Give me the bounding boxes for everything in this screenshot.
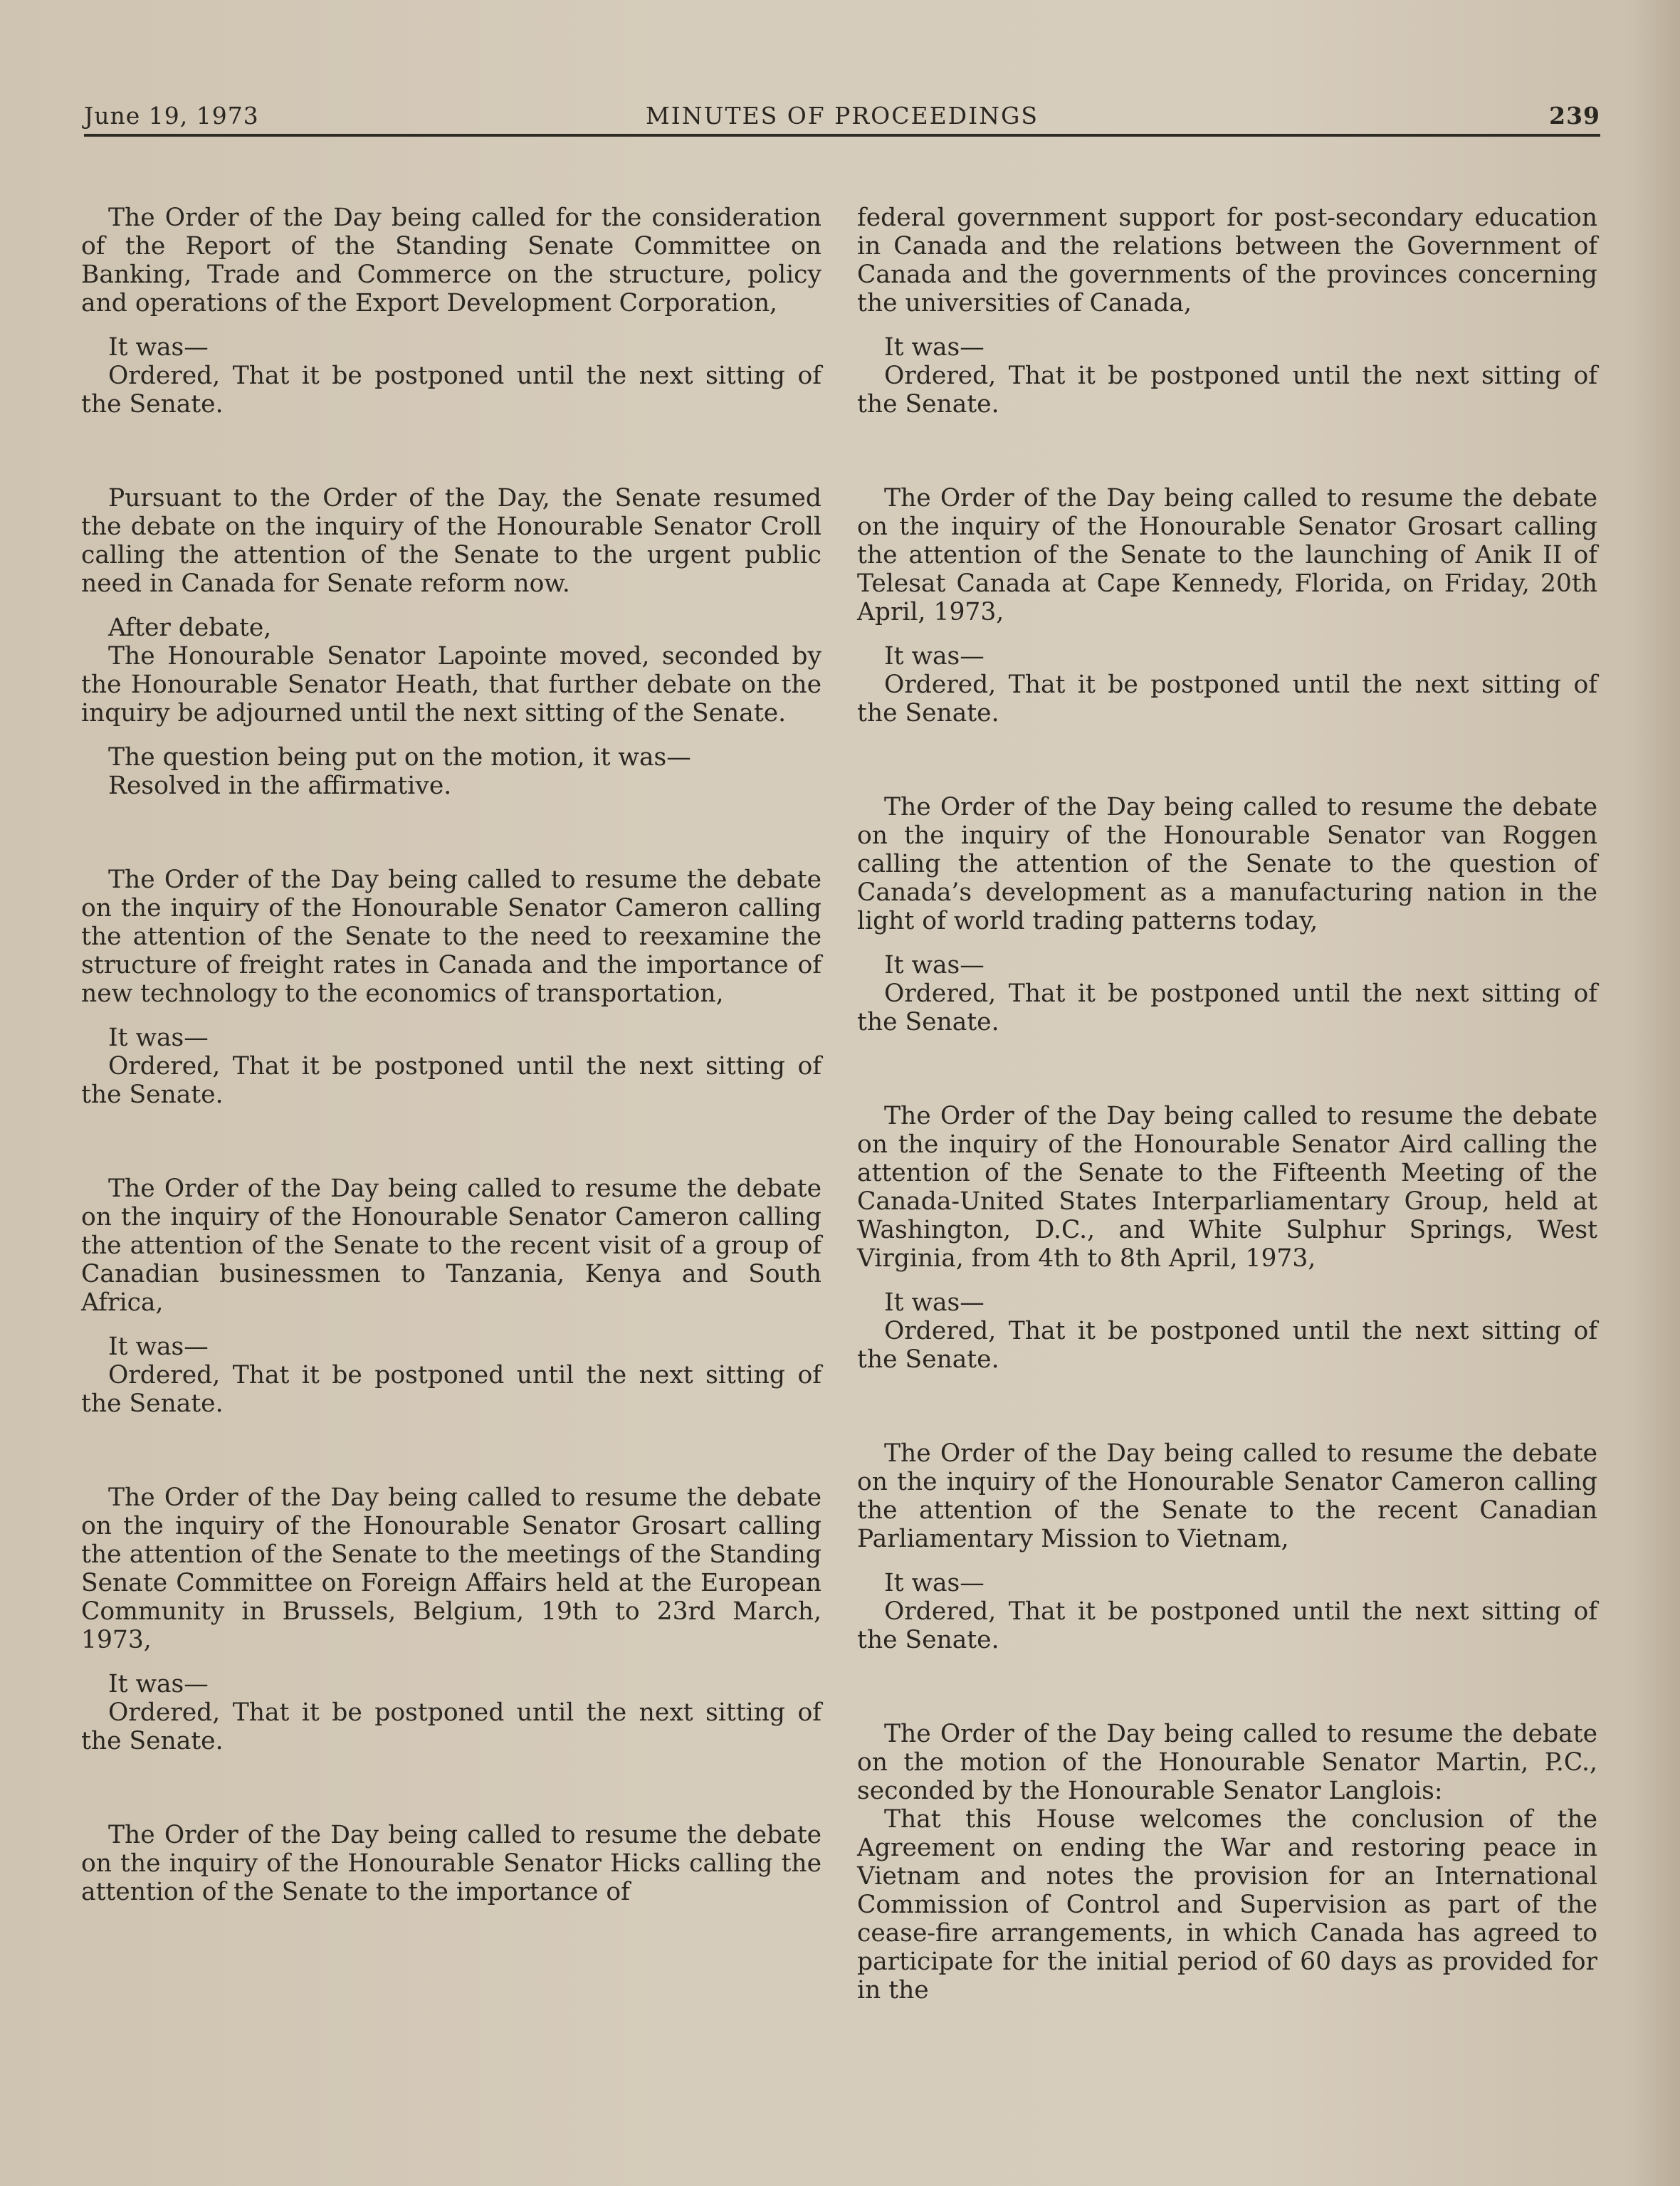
paragraph: Ordered, That it be postponed until the next sitting of the Senate.: [857, 979, 1597, 1036]
page-header: [84, 100, 1600, 137]
paragraph: It was—: [884, 642, 985, 671]
paragraph: Ordered, That it be postponed until the next sitting of the Senate.: [857, 1597, 1597, 1654]
paragraph: It was—: [884, 333, 985, 362]
paragraph: Ordered, That it be postponed until the next sitting of the Senate.: [81, 1698, 821, 1755]
paragraph: It was—: [108, 1333, 209, 1361]
paragraph: Resolved in the affirmative.: [108, 772, 452, 800]
paragraph: After debate,: [108, 614, 272, 642]
header-date: June 19, 1973: [84, 102, 259, 130]
paragraph: Ordered, That it be postponed until the next sitting of the Senate.: [857, 1317, 1597, 1374]
paragraph: That this House welcomes the conclusion of the Agreement on ending the War and restoring peace in Vietnam and notes the provision for an International Commission of Control and Supervision as part of the cease-fire arrangements, in which Canada has agreed to participate for the initial period of 60 days as provided for in the: [857, 1805, 1597, 2004]
paragraph: It was—: [884, 1288, 985, 1317]
paragraph: Pursuant to the Order of the Day, the Senate resumed the debate on the inquiry of the Honourable Senator Croll calling the attention of the Senate to the urgent public need in Canada for Senate reform now.: [81, 484, 821, 598]
paragraph: Ordered, That it be postponed until the next sitting of the Senate.: [81, 1052, 821, 1109]
page-number: 239: [1549, 102, 1600, 130]
paragraph: It was—: [884, 951, 985, 979]
paragraph: The Order of the Day being called to resume the debate on the inquiry of the Honourable Senator Grosart calling the attention of the Senate to the launching of Anik II of Telesat Canada at Cape Kennedy, Florida, on Friday, 20th April, 1973,: [857, 484, 1597, 626]
paragraph: Ordered, That it be postponed until the next sitting of the Senate.: [81, 1361, 821, 1418]
paragraph: federal government support for post-secondary education in Canada and the relations between the Government of Canada and the governments of the provinces concerning the universities of Canada,: [857, 204, 1597, 317]
paragraph: The Order of the Day being called to resume the debate on the motion of the Honourable Senator Martin, P.C., seconded by the Honourable Senator Langlois:: [857, 1720, 1597, 1805]
paragraph: The Order of the Day being called to resume the debate on the inquiry of the Honourable Senator Cameron calling the attention of the Senate to the recent Canadian Parliamentary Mission to Vietnam,: [857, 1439, 1597, 1553]
paragraph: Ordered, That it be postponed until the next sitting of the Senate.: [857, 362, 1597, 419]
paragraph: Ordered, That it be postponed until the next sitting of the Senate.: [81, 362, 821, 419]
paragraph: It was—: [108, 1670, 209, 1698]
paragraph: The Honourable Senator Lapointe moved, seconded by the Honourable Senator Heath, that further debate on the inquiry be adjourned until the next sitting of the Senate.: [81, 642, 821, 727]
paragraph: The Order of the Day being called to resume the debate on the inquiry of the Honourable Senator Cameron calling the attention of the Senate to the recent visit of a group of Canadian businessmen to Tanzania, Kenya and South Africa,: [81, 1175, 821, 1317]
paragraph: The Order of the Day being called to resume the debate on the inquiry of the Honourable Senator Grosart calling the attention of the Senate to the meetings of the Standing Senate Committee on Foreign Affairs held at the European Community in Brussels, Belgium, 19th to 23rd March, 1973,: [81, 1483, 821, 1654]
header-title: MINUTES OF PROCEEDINGS: [645, 102, 1039, 130]
paragraph: The Order of the Day being called to resume the debate on the inquiry of the Honourable Senator Hicks calling the attention of the Senate to the importance of: [81, 1821, 821, 1906]
paragraph: The Order of the Day being called for the consideration of the Report of the Standing Senate Committee on Banking, Trade and Commerce on the structure, policy and operations of the Export Development Corporation,: [81, 204, 821, 317]
paragraph: Ordered, That it be postponed until the next sitting of the Senate.: [857, 671, 1597, 727]
paragraph: The Order of the Day being called to resume the debate on the inquiry of the Honourable Senator Cameron calling the attention of the Senate to the need to reexamine the structure of freight rates in Canada and the importance of new technology to the economics of transportation,: [81, 866, 821, 1008]
right-column: [857, 204, 1597, 2004]
paragraph: The Order of the Day being called to resume the debate on the inquiry of the Honourable Senator Aird calling the attention of the Senate to the Fifteenth Meeting of the Canada-United States Interparliamentary Group, held at Washington, D.C., and White Sulphur Springs, West Virginia, from 4th to 8th April, 1973,: [857, 1102, 1597, 1273]
paragraph: It was—: [108, 1024, 209, 1052]
paragraph: It was—: [108, 333, 209, 362]
paragraph: It was—: [884, 1569, 985, 1597]
paragraph: The question being put on the motion, it was—: [108, 743, 691, 772]
paragraph: The Order of the Day being called to resume the debate on the inquiry of the Honourable Senator van Roggen calling the attention of the Senate to the question of Canada’s development as a manufacturing nation in the light of world trading patterns today,: [857, 793, 1597, 935]
left-column: [81, 204, 821, 1906]
